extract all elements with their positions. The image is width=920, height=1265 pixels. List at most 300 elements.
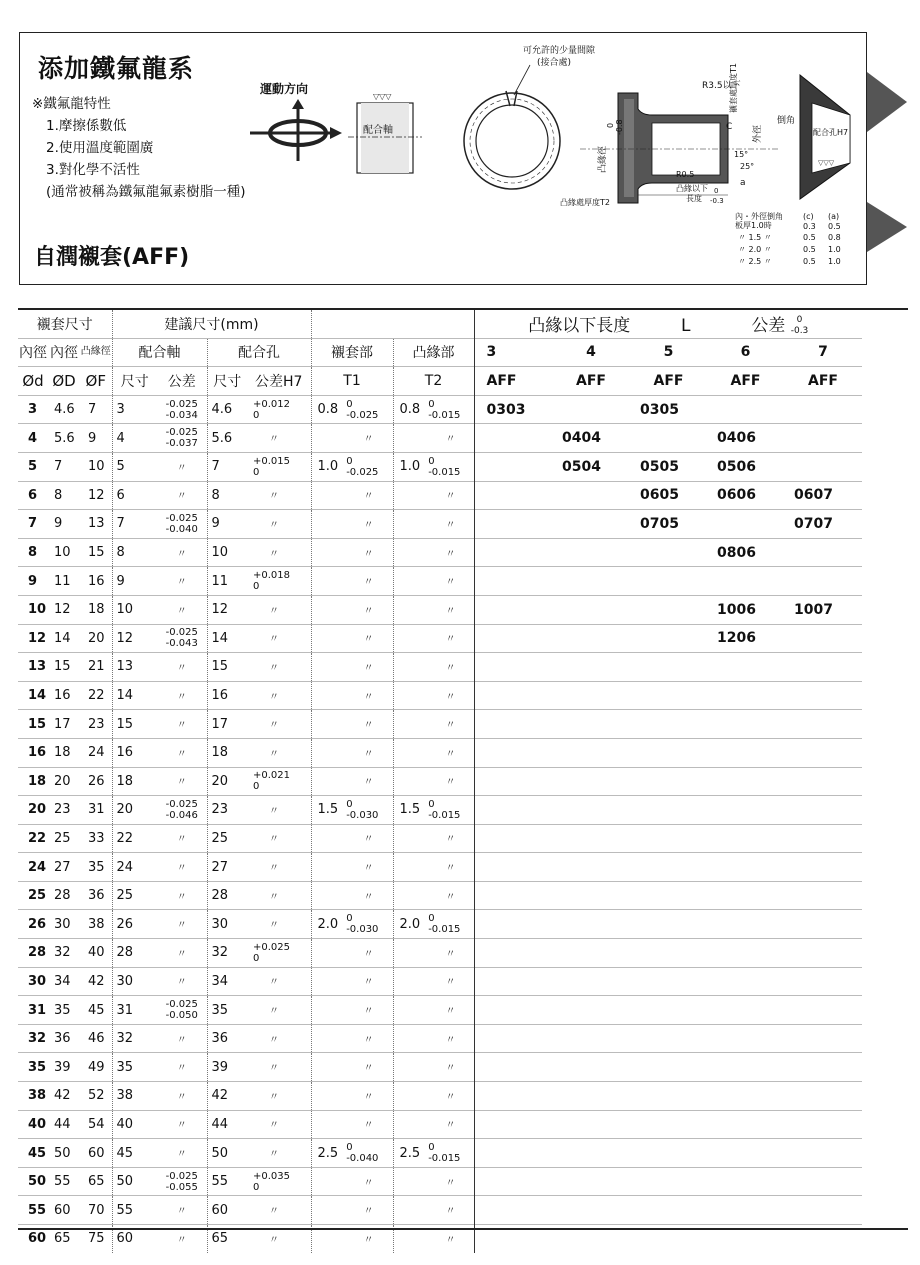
chamfer-table <box>735 211 841 266</box>
part-code-cell: 0303 <box>474 395 552 424</box>
ditto-cell <box>247 967 311 996</box>
ditto-mark: 〃 <box>269 1091 279 1103</box>
tolerance-stack <box>346 456 378 478</box>
inner-d-cell: 40 <box>18 1110 48 1139</box>
ditto-mark: 〃 <box>269 634 279 646</box>
header-L: L <box>681 315 691 336</box>
t2-cell <box>393 452 474 481</box>
shaft-size-cell: 50 <box>112 1167 157 1196</box>
ditto-mark: 〃 <box>269 1206 279 1218</box>
inner-D-cell: 4.6 <box>48 395 80 424</box>
ditto-mark: 〃 <box>176 1091 187 1103</box>
ditto-cell <box>157 767 207 796</box>
shaft-size-cell: 14 <box>112 681 157 710</box>
inner-D-cell: 36 <box>48 1024 80 1053</box>
ditto-mark: 〃 <box>176 748 187 760</box>
flange-dia-cell: 22 <box>80 681 112 710</box>
t2-cell <box>393 1196 474 1225</box>
part-code-cell <box>552 796 630 825</box>
ditto-cell <box>247 653 311 682</box>
header-shaft-tol: 公差 <box>157 367 207 396</box>
part-code-cell <box>784 1167 862 1196</box>
part-code-cell <box>552 738 630 767</box>
tolerance-upper: +0.015 <box>253 455 291 467</box>
flange-dia-cell: 52 <box>80 1082 112 1111</box>
inner-D-cell: 35 <box>48 996 80 1025</box>
hole-size-cell: 23 <box>207 796 247 825</box>
inner-D-cell: 34 <box>48 967 80 996</box>
ditto-mark: 〃 <box>445 1034 456 1046</box>
table-row <box>18 1053 862 1082</box>
t1-cell <box>311 1024 393 1053</box>
shaft-size-cell: 9 <box>112 567 157 596</box>
tolerance-stack <box>253 570 290 592</box>
part-code-cell: 0705 <box>630 510 707 539</box>
flange-dia-cell: 23 <box>80 710 112 739</box>
tolerance-upper: -0.025 <box>165 999 198 1011</box>
ditto-cell <box>247 1024 311 1053</box>
tolerance-cell <box>247 452 311 481</box>
header-shaft: 配合軸 <box>112 338 207 367</box>
tolerance-stack <box>346 1142 378 1164</box>
tolerance-upper: 0 <box>346 455 353 467</box>
chamfer-c-val: 0.5 <box>803 245 816 254</box>
page-corner-decoration <box>867 32 920 285</box>
hole-size-cell: 55 <box>207 1167 247 1196</box>
inner-D-cell: 10 <box>48 538 80 567</box>
shaft-size-cell: 3 <box>112 395 157 424</box>
inner-D-cell: 20 <box>48 767 80 796</box>
ditto-cell <box>247 595 311 624</box>
ditto-cell <box>157 452 207 481</box>
tolerance-upper: -0.025 <box>165 512 198 524</box>
ditto-mark: 〃 <box>363 491 374 503</box>
table-row <box>18 710 862 739</box>
t1-cell <box>311 567 393 596</box>
shaft-size-cell: 55 <box>112 1196 157 1225</box>
inner-D-cell: 18 <box>48 738 80 767</box>
t2-cell <box>393 595 474 624</box>
chamfer-a-val: 0.5 <box>828 222 841 231</box>
ditto-cell <box>247 738 311 767</box>
part-code-cell <box>707 653 784 682</box>
part-code-cell <box>630 1024 707 1053</box>
inner-d-cell: 25 <box>18 881 48 910</box>
part-code-cell <box>552 1024 630 1053</box>
table-row <box>18 738 862 767</box>
tolerance-stack <box>346 913 378 935</box>
part-code-cell <box>784 1082 862 1111</box>
ditto-mark: 〃 <box>269 748 279 760</box>
tolerance-lower: -0.034 <box>165 409 198 421</box>
ditto-mark: 〃 <box>269 1063 279 1075</box>
shaft-size-cell: 6 <box>112 481 157 510</box>
tolerance-stack <box>166 799 198 821</box>
shaft-size-cell: 45 <box>112 1139 157 1168</box>
inner-D-cell: 5.6 <box>48 424 80 453</box>
hole-size-cell: 10 <box>207 538 247 567</box>
shaft-size-cell: 4 <box>112 424 157 453</box>
shaft-size-cell: 40 <box>112 1110 157 1139</box>
ditto-cell <box>247 538 311 567</box>
t2-cell <box>393 1082 474 1111</box>
tolerance-upper: 0 <box>346 798 353 810</box>
shaft-size-cell: 13 <box>112 653 157 682</box>
part-code-cell <box>707 1110 784 1139</box>
ditto-cell <box>157 853 207 882</box>
table-row <box>18 767 862 796</box>
ditto-cell <box>157 1024 207 1053</box>
part-code-cell: 0607 <box>784 481 862 510</box>
ditto-cell <box>247 853 311 882</box>
table-row <box>18 1196 862 1225</box>
ditto-mark: 〃 <box>445 634 456 646</box>
svg-text:▽▽▽: ▽▽▽ <box>818 159 835 167</box>
flange-dia-cell: 40 <box>80 939 112 968</box>
ditto-cell <box>247 796 311 825</box>
angle-15: 15° <box>734 150 749 159</box>
inner-D-cell: 39 <box>48 1053 80 1082</box>
t1-cell <box>311 1082 393 1111</box>
part-code-cell <box>707 510 784 539</box>
part-code-cell <box>552 481 630 510</box>
part-code-cell: 1007 <box>784 595 862 624</box>
chamfer-c-label: C <box>726 122 733 132</box>
ditto-mark: 〃 <box>363 434 374 446</box>
ditto-mark: 〃 <box>269 1234 279 1246</box>
flange-dia-cell: 75 <box>80 1225 112 1253</box>
part-code-cell <box>707 796 784 825</box>
ditto-mark: 〃 <box>363 748 374 760</box>
hole-size-cell: 50 <box>207 1139 247 1168</box>
inner-D-cell: 23 <box>48 796 80 825</box>
tolerance-upper: 0 <box>428 455 435 467</box>
tolerance-lower: -0.015 <box>428 466 461 478</box>
inner-d-cell: 16 <box>18 738 48 767</box>
ditto-cell <box>157 653 207 682</box>
ditto-cell <box>157 595 207 624</box>
inner-D-cell: 27 <box>48 853 80 882</box>
ditto-mark: 〃 <box>176 1206 187 1218</box>
ditto-mark: 〃 <box>269 891 279 903</box>
header-aff: AFF <box>474 367 552 396</box>
hole-size-cell: 17 <box>207 710 247 739</box>
part-code-cell <box>552 1082 630 1111</box>
angle-25: 25° <box>740 162 755 171</box>
part-code-cell <box>552 395 630 424</box>
inner-D-cell: 32 <box>48 939 80 968</box>
tolerance-lower: -0.025 <box>346 466 379 478</box>
ditto-mark: 〃 <box>445 548 456 560</box>
ditto-mark: 〃 <box>176 777 187 789</box>
part-code-cell <box>630 967 707 996</box>
part-code-cell <box>707 567 784 596</box>
part-code-cell <box>474 738 552 767</box>
shaft-size-cell: 22 <box>112 824 157 853</box>
tolerance-lower: -0.043 <box>165 638 198 650</box>
t1-cell <box>311 595 393 624</box>
shaft-section <box>348 92 422 173</box>
ditto-mark: 〃 <box>269 977 279 989</box>
tolerance-stack <box>166 1171 198 1193</box>
inner-d-cell: 15 <box>18 710 48 739</box>
part-code-cell <box>784 738 862 767</box>
table-row <box>18 595 862 624</box>
ditto-mark: 〃 <box>269 662 279 674</box>
header-T1: T1 <box>311 367 393 396</box>
flange-dia-cell: 36 <box>80 881 112 910</box>
tolerance-stack <box>428 399 460 421</box>
part-code-cell <box>784 395 862 424</box>
ditto-mark: 〃 <box>176 662 187 674</box>
t2-cell <box>393 1167 474 1196</box>
ditto-cell <box>157 1139 207 1168</box>
ditto-mark: 〃 <box>176 1234 187 1246</box>
shaft-size-cell: 32 <box>112 1024 157 1053</box>
part-code-cell <box>474 967 552 996</box>
flange-dia-cell: 24 <box>80 738 112 767</box>
part-code-cell <box>552 767 630 796</box>
part-code-cell <box>707 910 784 939</box>
part-code-cell <box>474 881 552 910</box>
ditto-cell <box>247 1196 311 1225</box>
header-flange-length <box>474 310 862 338</box>
t2-cell <box>393 996 474 1025</box>
tolerance-stack <box>166 627 198 649</box>
ditto-mark: 〃 <box>176 920 187 932</box>
table-row <box>18 424 862 453</box>
t2-cell <box>393 538 474 567</box>
ditto-mark: 〃 <box>269 548 279 560</box>
ditto-mark: 〃 <box>176 1034 187 1046</box>
tolerance-upper: 0 <box>428 398 435 410</box>
part-code-cell <box>474 681 552 710</box>
part-code-cell <box>707 853 784 882</box>
tolerance-stack <box>253 456 290 478</box>
shaft-size-cell: 16 <box>112 738 157 767</box>
hole-size-cell: 28 <box>207 881 247 910</box>
flange-dia-cell: 13 <box>80 510 112 539</box>
flange-dia-cell: 31 <box>80 796 112 825</box>
part-code-cell <box>630 681 707 710</box>
part-code-cell <box>630 1167 707 1196</box>
header-length-5: 5 <box>630 338 707 367</box>
ditto-cell <box>247 481 311 510</box>
flange-dia-cell: 38 <box>80 910 112 939</box>
hole-size-cell: 39 <box>207 1053 247 1082</box>
ditto-mark: 〃 <box>445 1063 456 1075</box>
part-code-cell <box>630 767 707 796</box>
part-code-cell <box>552 624 630 653</box>
part-code-cell <box>552 567 630 596</box>
t2-cell <box>393 424 474 453</box>
radius-label: R3.5以下 <box>702 81 741 91</box>
ditto-cell <box>247 681 311 710</box>
ditto-mark: 〃 <box>176 1063 187 1075</box>
inner-D-cell: 30 <box>48 910 80 939</box>
inner-D-cell: 8 <box>48 481 80 510</box>
hole-size-cell: 30 <box>207 910 247 939</box>
hole-size-cell: 36 <box>207 1024 247 1053</box>
t1-value: 0.8 <box>317 402 339 418</box>
t2-cell <box>393 681 474 710</box>
part-code-cell <box>474 567 552 596</box>
part-code-cell: 0605 <box>630 481 707 510</box>
shaft-size-cell: 20 <box>112 796 157 825</box>
inner-D-cell: 15 <box>48 653 80 682</box>
part-code-cell <box>630 853 707 882</box>
hole-size-cell: 65 <box>207 1225 247 1253</box>
tolerance-stack <box>253 399 290 421</box>
t2-value: 1.5 <box>399 802 421 818</box>
flange-dia-cell: 49 <box>80 1053 112 1082</box>
table-row <box>18 796 862 825</box>
header-panel <box>19 32 867 285</box>
tolerance-lower: -0.040 <box>165 523 198 535</box>
flange-dia-cell: 15 <box>80 538 112 567</box>
header-hole-size: 尺寸 <box>207 367 247 396</box>
tolerance-stack <box>166 427 198 449</box>
part-code-cell <box>552 1053 630 1082</box>
header-d: Ød <box>18 367 48 396</box>
part-code-cell <box>630 796 707 825</box>
part-code-cell <box>630 710 707 739</box>
motion-label: 運動方向 <box>260 82 309 96</box>
flange-dia-cell: 12 <box>80 481 112 510</box>
tolerance-cell <box>247 939 311 968</box>
part-code-cell <box>552 710 630 739</box>
hole-size-cell: 15 <box>207 653 247 682</box>
chamfer-t-val: 〃 2.0 〃 <box>738 245 772 254</box>
ditto-mark: 〃 <box>445 748 456 760</box>
tolerance-lower: -0.055 <box>165 1181 198 1193</box>
part-code-cell <box>630 910 707 939</box>
ditto-mark: 〃 <box>269 1034 279 1046</box>
t1-cell <box>311 967 393 996</box>
inner-D-cell: 11 <box>48 567 80 596</box>
t2-cell <box>393 624 474 653</box>
tolerance-upper: 0 <box>428 1142 435 1154</box>
part-code-cell: 0404 <box>552 424 630 453</box>
tolerance-stack <box>166 399 198 421</box>
part-code-cell <box>784 910 862 939</box>
below-flange-label: 凸緣以下 <box>676 184 708 193</box>
header-aff: AFF <box>630 367 707 396</box>
part-code-cell: 0506 <box>707 452 784 481</box>
part-code-cell: 0505 <box>630 452 707 481</box>
ditto-mark: 〃 <box>363 834 374 846</box>
inner-d-cell: 6 <box>18 481 48 510</box>
tolerance-lower: 0 <box>253 952 260 964</box>
part-code-cell <box>630 1053 707 1082</box>
t2-cell <box>393 710 474 739</box>
inner-d-cell: 28 <box>18 939 48 968</box>
hole-size-cell: 12 <box>207 595 247 624</box>
part-code-cell <box>707 1082 784 1111</box>
header-t2-group: 凸緣部 <box>393 338 474 367</box>
a-label: a <box>740 178 746 188</box>
tolerance-lower: -0.046 <box>165 809 198 821</box>
chamfer-label: 倒角 <box>777 116 796 126</box>
ditto-mark: 〃 <box>176 548 187 560</box>
ditto-mark: 〃 <box>176 577 187 589</box>
bushing-diagram <box>20 33 866 284</box>
header-length-4: 4 <box>552 338 630 367</box>
flange-dia-cell: 16 <box>80 567 112 596</box>
part-code-cell <box>552 1139 630 1168</box>
t1-cell <box>311 796 393 825</box>
t2-cell <box>393 881 474 910</box>
ditto-mark: 〃 <box>445 662 456 674</box>
ditto-cell <box>247 1139 311 1168</box>
header-length-7: 7 <box>784 338 862 367</box>
t1-label: 襯套處厚度T1 <box>729 63 738 113</box>
tolerance-upper: -0.025 <box>165 398 198 410</box>
ditto-mark: 〃 <box>363 1091 374 1103</box>
hole-size-cell: 27 <box>207 853 247 882</box>
shaft-size-cell: 35 <box>112 1053 157 1082</box>
part-code-cell <box>552 681 630 710</box>
part-code-cell <box>474 767 552 796</box>
tolerance-lower: 0 <box>253 1181 260 1193</box>
tolerance-cell <box>247 395 311 424</box>
part-code-cell <box>474 1167 552 1196</box>
part-code-cell <box>630 538 707 567</box>
ditto-mark: 〃 <box>363 1063 374 1075</box>
t1-cell <box>311 1196 393 1225</box>
ditto-cell <box>247 710 311 739</box>
table-row <box>18 881 862 910</box>
header-T2: T2 <box>393 367 474 396</box>
inner-d-cell: 31 <box>18 996 48 1025</box>
t1-cell <box>311 1110 393 1139</box>
ditto-cell <box>157 1053 207 1082</box>
tolerance-cell <box>157 624 207 653</box>
part-code-cell <box>552 967 630 996</box>
tolerance-cell <box>157 996 207 1025</box>
part-code-cell <box>474 653 552 682</box>
part-code-cell <box>474 796 552 825</box>
ditto-mark: 〃 <box>269 1120 279 1132</box>
tolerance-stack <box>428 913 460 935</box>
tolerance-upper: 0 <box>428 913 435 925</box>
part-code-cell <box>784 1053 862 1082</box>
table-row <box>18 653 862 682</box>
ditto-cell <box>157 881 207 910</box>
ditto-mark: 〃 <box>363 1177 374 1189</box>
flange-dia-cell: 46 <box>80 1024 112 1053</box>
part-code-cell <box>474 424 552 453</box>
part-code-cell <box>474 1110 552 1139</box>
inner-d-cell: 35 <box>18 1053 48 1082</box>
shaft-size-cell: 28 <box>112 939 157 968</box>
ditto-cell <box>247 624 311 653</box>
flange-dia-cell: 9 <box>80 424 112 453</box>
svg-text:▽▽▽: ▽▽▽ <box>373 92 392 101</box>
part-code-cell <box>552 939 630 968</box>
inner-D-cell: 12 <box>48 595 80 624</box>
part-code-cell <box>552 996 630 1025</box>
part-code-cell <box>784 681 862 710</box>
tolerance-upper: 0 <box>428 798 435 810</box>
t2-cell <box>393 1024 474 1053</box>
tolerance-cell <box>247 567 311 596</box>
table-row <box>18 510 862 539</box>
part-code-cell <box>784 796 862 825</box>
part-code-cell <box>630 595 707 624</box>
ditto-mark: 〃 <box>445 519 456 531</box>
hole-size-cell: 32 <box>207 939 247 968</box>
